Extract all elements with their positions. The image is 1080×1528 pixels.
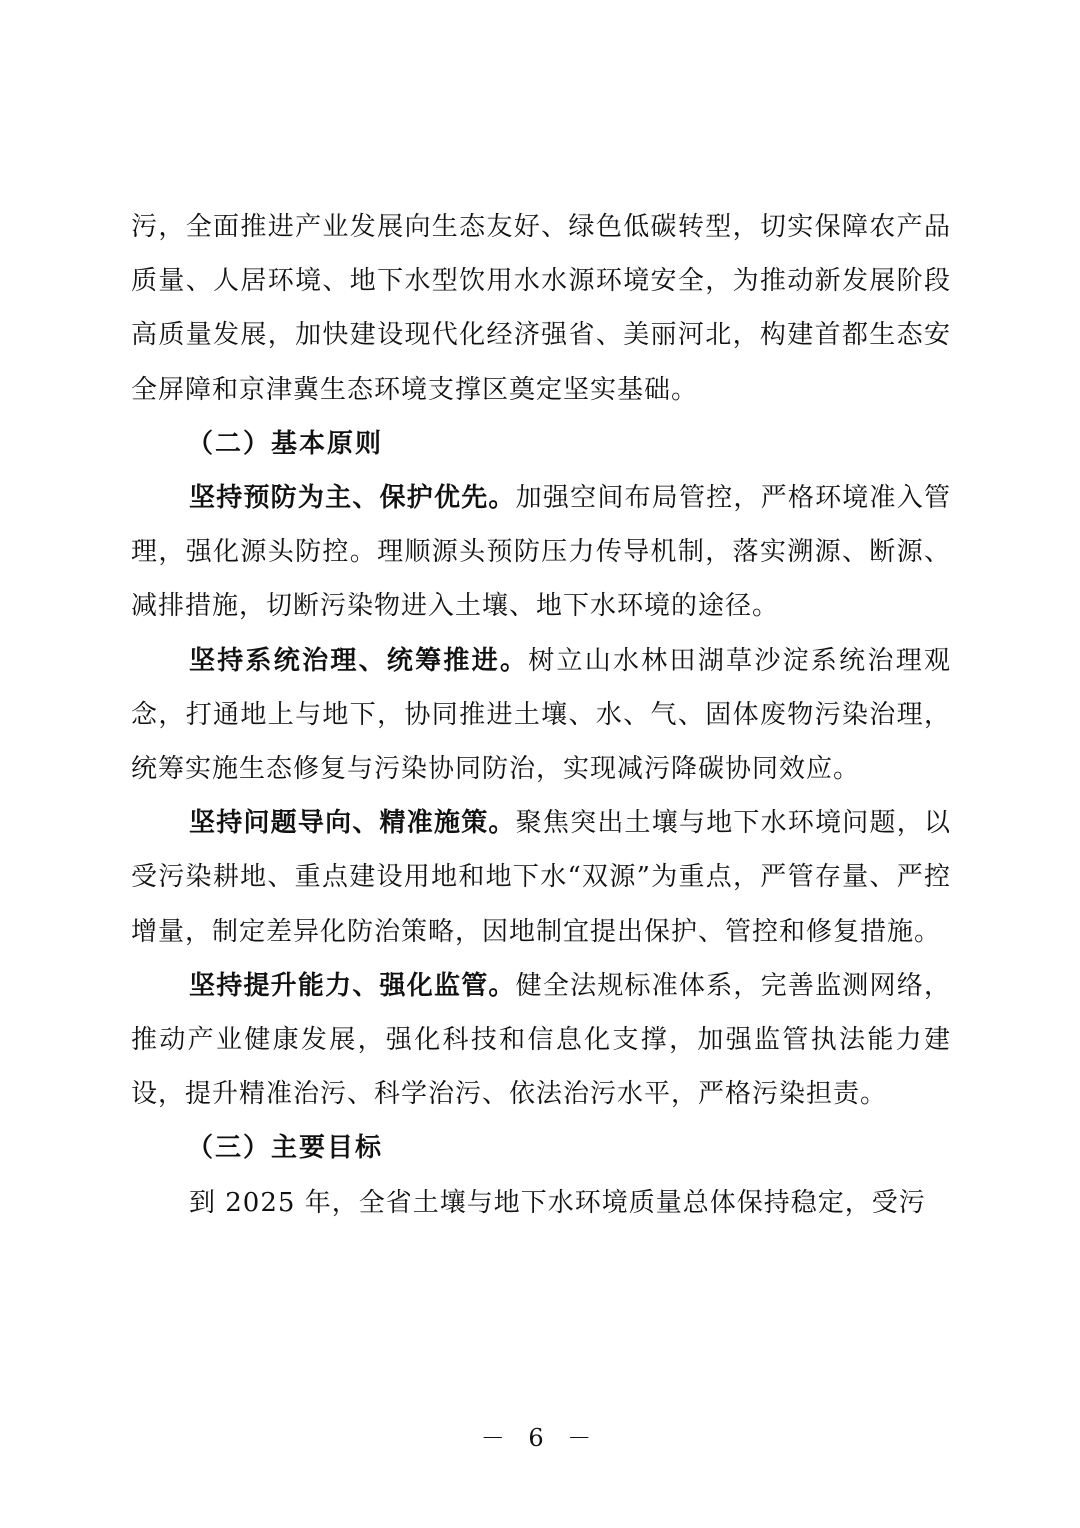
principle-body-2: 树立山水林田湖草沙淀系统治理观念，打通地上与地下，协同推进土壤、水、气、固体废物污染治理，统筹实施生态修复与污染协同防治，实现减污降碳协同效应。 [131,645,951,785]
section-heading-goals: （三）主要目标 [187,1133,384,1164]
principle-paragraph-2 [131,634,951,797]
principle-lead-4: 坚持提升能力、强化监管。 [189,970,516,1001]
principle-lead-3: 坚持问题导向、精准施策。 [189,808,516,839]
principle-lead-2: 坚持系统治理、统筹推进。 [189,645,529,676]
principle-paragraph-4 [131,959,951,1122]
principle-body-1: 加强空间布局管控，严格环境准入管理，强化源头防控。理顺源头预防压力传导机制，落实溯源、断源、减排措施，切断污染物进入土壤、地下水环境的途径。 [131,483,951,622]
principle-paragraph-3 [131,796,951,959]
principle-paragraph-1 [131,471,951,634]
principle-body-3: 聚焦突出土壤与地下水环境问题，以受污染耕地、重点建设用地和地下水“双源”为重点，严管存量、严控增量，制定差异化防治策略，因地制宜提出保护、管控和修复措施。 [131,808,951,947]
paragraph-continued: 污，全面推进产业发展向生态友好、绿色低碳转型，切实保障农产品质量、人居环境、地下水型饮用水水源环境安全，为推动新发展阶段高质量发展，加快建设现代化经济强省、美丽河北，构建首都生态安全屏障和京津冀生态环境支撑区奠定坚实基础。 [131,212,951,405]
page-body [131,200,951,1230]
principle-body-4: 健全法规标准体系，完善监测网络，推动产业健康发展，强化科技和信息化支撑，加强监管执法能力建设，提升精准治污、科学治污、依法治污水平，严格污染担责。 [131,970,951,1110]
page-number: － 6 － [480,1424,600,1452]
goals-paragraph: 到 2025 年，全省土壤与地下水环境质量总体保持稳定，受污 [189,1187,926,1218]
principle-lead-1: 坚持预防为主、保护优先。 [189,483,516,514]
section-heading-principles: （二）基本原则 [187,428,384,459]
